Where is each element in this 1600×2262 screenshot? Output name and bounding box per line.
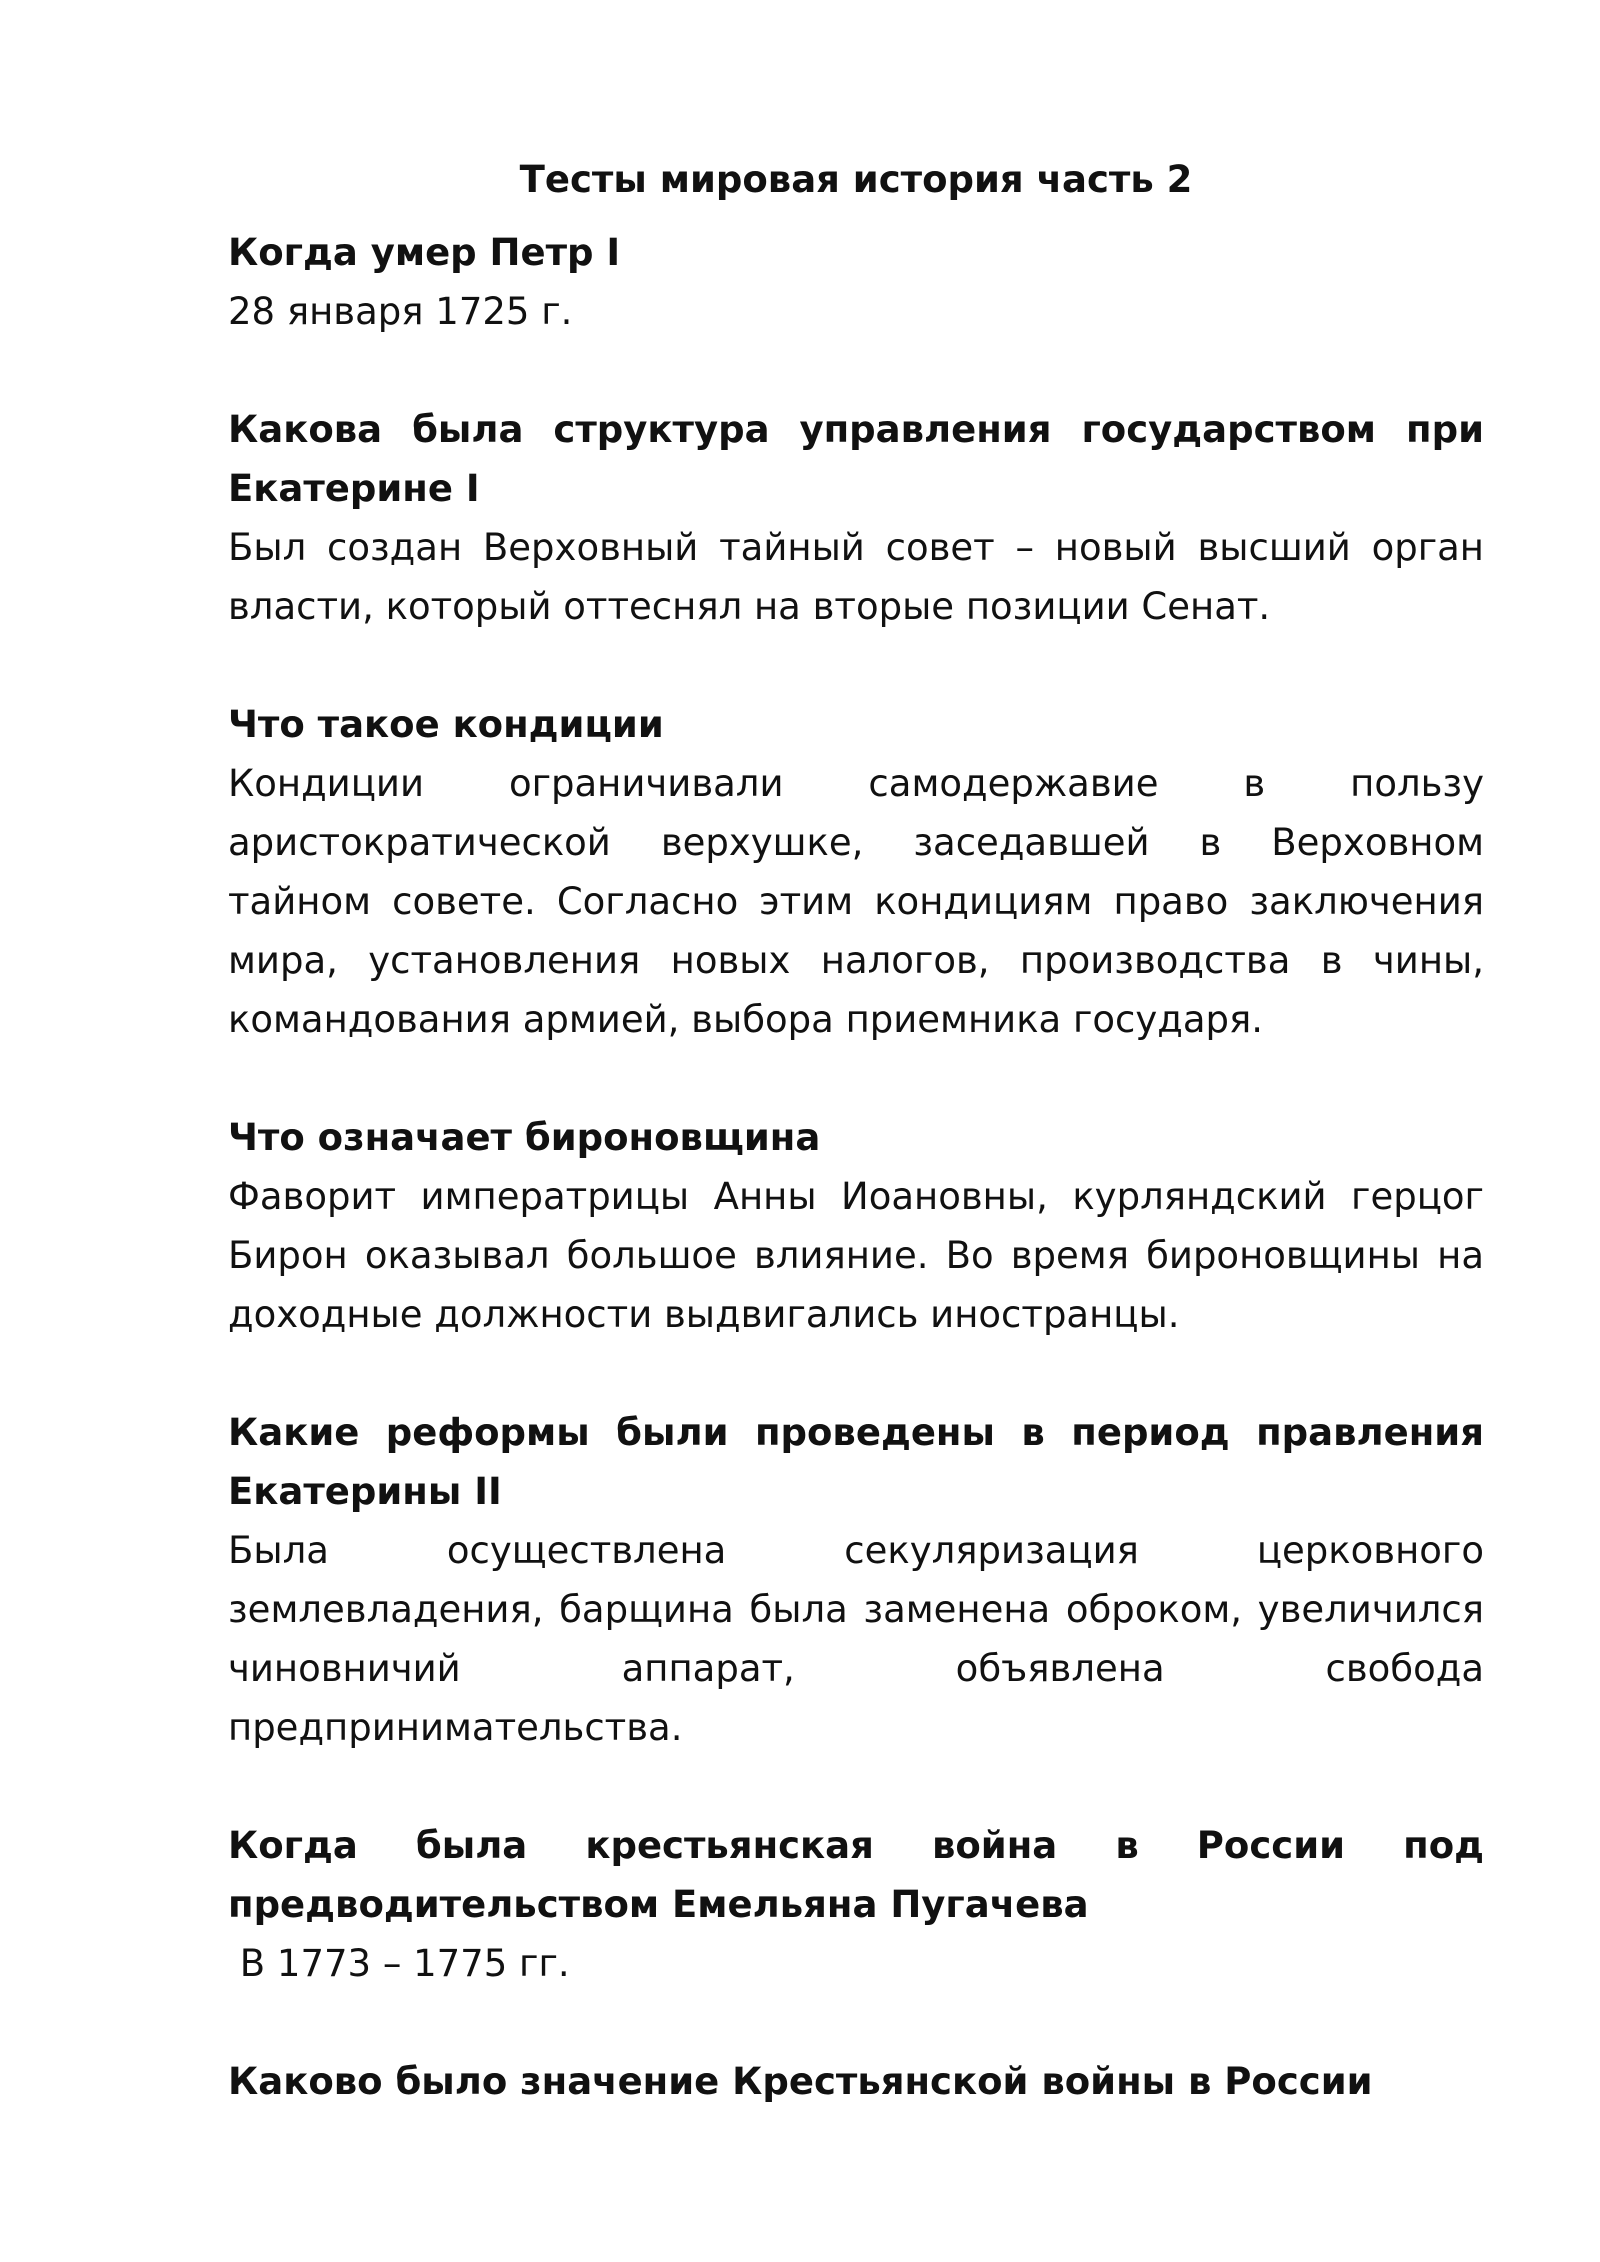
document-page <box>228 150 1484 2170</box>
answer-text: 28 января 1725 г. <box>228 290 573 333</box>
question-text: Каково было значение Крестьянской войны в России <box>228 2060 1373 2103</box>
qa-item <box>228 1816 1484 1993</box>
question-text: Когда была крестьянская война в России под предводительством Емельяна Пугачева <box>228 1824 1484 1926</box>
qa-item <box>228 1108 1484 1344</box>
question-text: Какие реформы были проведены в период правления Екатерины II <box>228 1411 1484 1513</box>
question-text: Когда умер Петр I <box>228 231 621 274</box>
qa-item <box>228 400 1484 636</box>
answer-text: В 1773 – 1775 гг. <box>228 1942 570 1985</box>
qa-item <box>228 2052 1484 2111</box>
qa-item <box>228 1403 1484 1757</box>
answer-text: Была осуществлена секуляризация церковного землевладения, барщина была заменена оброком, увеличился чиновничий аппарат, объявлена свобода предпринимательства. <box>228 1529 1484 1749</box>
question-text: Что означает бироновщина <box>228 1116 821 1159</box>
answer-text: Был создан Верховный тайный совет – новый высший орган власти, который оттеснял на вторые позиции Сенат. <box>228 526 1484 628</box>
qa-item <box>228 223 1484 341</box>
answer-text: Кондиции ограничивали самодержавие в пользу аристократической верхушке, заседавшей в Верховном тайном совете. Согласно этим кондициям право заключения мира, установления новых налогов, производства в чины, командования армией, выбора приемника государя. <box>228 762 1484 1041</box>
qa-item <box>228 695 1484 1049</box>
answer-text: Фаворит императрицы Анны Иоановны, курляндский герцог Бирон оказывал большое влияние. Во время бироновщины на доходные должности выдвигались иностранцы. <box>228 1175 1484 1336</box>
question-text: Что такое кондиции <box>228 703 664 746</box>
document-title: Тесты мировая история часть 2 <box>519 158 1193 201</box>
question-text: Какова была структура управления государством при Екатерине I <box>228 408 1484 510</box>
